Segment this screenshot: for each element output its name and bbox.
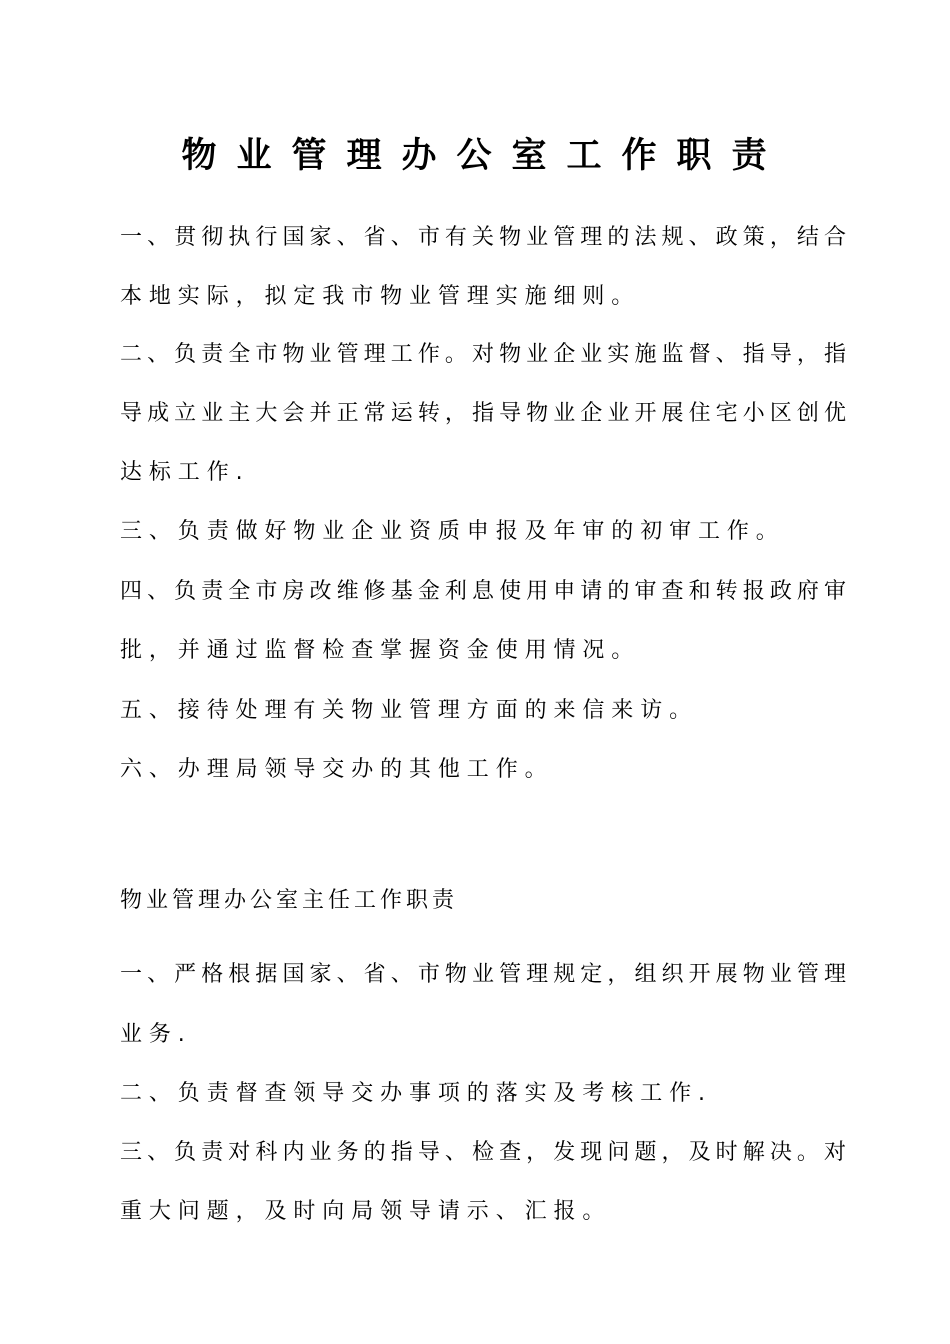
body-line: 业务. (120, 1022, 192, 1047)
body-line: 一、贯彻执行国家、省、市有关物业管理的法规、政策，结合 (120, 225, 846, 250)
body-line: 导成立业主大会并正常运转，指导物业企业开展住宅小区创优 (120, 401, 846, 426)
body-line: 二、负责全市物业管理工作。对物业企业实施监督、指导，指 (120, 342, 846, 367)
body-line: 本地实际，拟定我市物业管理实施细则。 (120, 284, 641, 309)
section-heading: 物业管理办公室主任工作职责 (120, 888, 459, 913)
body-line: 达标工作. (120, 460, 250, 485)
body-line: 六、办理局领导交办的其他工作。 (120, 757, 554, 782)
body-line: 三、负责做好物业企业资质申报及年审的初审工作。 (120, 519, 785, 544)
document-title: 物业管理办公室工作职责 (181, 136, 787, 176)
body-line: 三、负责对科内业务的指导、检查，发现问题，及时解决。对 (120, 1140, 846, 1165)
body-line: 一、严格根据国家、省、市物业管理规定，组织开展物业管理 (120, 962, 846, 987)
body-line: 四、负责全市房改维修基金利息使用申请的审查和转报政府审 (120, 579, 846, 604)
body-line: 重大问题，及时向局领导请示、汇报。 (120, 1199, 612, 1224)
body-line: 批，并通过监督检查掌握资金使用情况。 (120, 638, 641, 663)
body-line: 五、接待处理有关物业管理方面的来信来访。 (120, 698, 699, 723)
body-line: 二、负责督查领导交办事项的落实及考核工作. (120, 1081, 712, 1106)
